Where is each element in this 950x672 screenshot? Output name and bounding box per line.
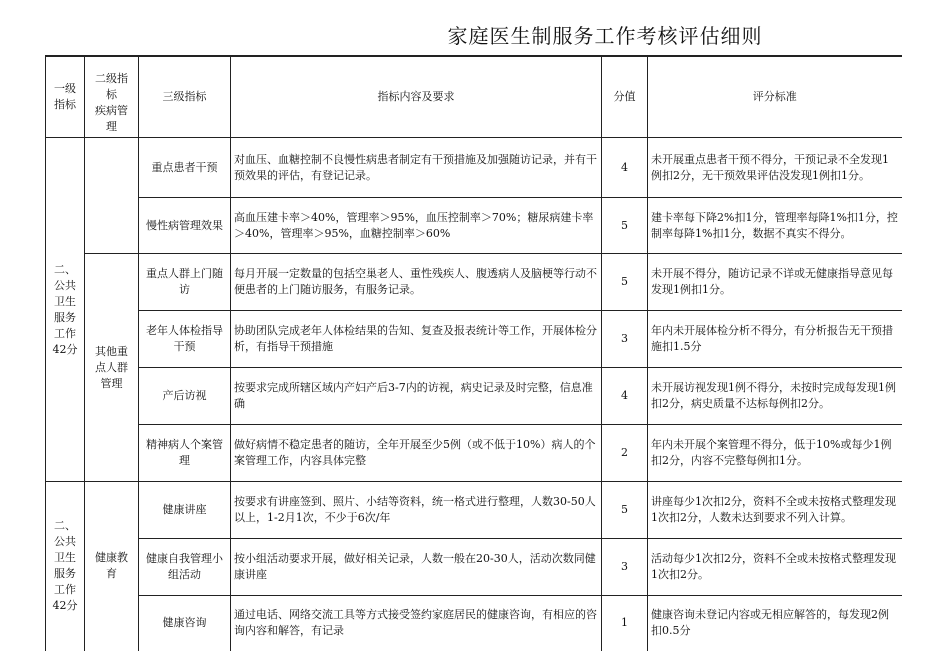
level3-cell: 老年人体检指导干预 [139,311,231,368]
level3-cell: 精神病人个案管理 [139,425,231,482]
content-cell: 每月开展一定数量的包括空巢老人、重性残疾人、腹透病人及脑梗等行动不便患者的上门随访服务，有服务记录。 [231,254,602,311]
table-row [46,254,902,311]
section2-level1: 二、 公共 卫生 服务 工作 42分 [46,482,85,651]
header-score: 分值 [602,56,648,138]
score-cell: 5 [602,198,648,254]
header-criteria: 评分标准 [648,56,902,138]
group-a-label: 疾病管 理 [95,104,128,133]
criteria-cell: 健康咨询未登记内容或无相应解答的，每发现2例扣0.5分 [648,596,902,651]
score-cell: 4 [602,368,648,425]
criteria-cell: 未开展访视发现1例不得分，未按时完成每发现1例扣2分，病史质量不达标每例扣2分。 [648,368,902,425]
section1-group-a-cell [85,138,139,254]
content-cell: 协助团队完成老年人体检结果的告知、复查及报表统计等工作，开展体检分析，有指导干预措施 [231,311,602,368]
score-cell: 1 [602,596,648,651]
table-row [46,198,902,254]
score-cell: 2 [602,425,648,482]
criteria-cell: 未开展不得分，随访记录不详或无健康指导意见每发现1例扣1分。 [648,254,902,311]
table-row [46,539,902,596]
level3-cell: 重点患者干预 [139,138,231,198]
table-row [46,368,902,425]
level3-cell: 健康讲座 [139,482,231,539]
score-cell: 4 [602,138,648,198]
table-row [46,425,902,482]
criteria-cell: 年内未开展体检分析不得分，有分析报告无干预措施扣1.5分 [648,311,902,368]
content-cell: 按要求有讲座签到、照片、小结等资料，统一格式进行整理，人数30-50人以上，1-2月1次，不少于6次/年 [231,482,602,539]
header-level1: 一级 指标 [46,56,85,138]
content-cell: 按要求完成所辖区域内产妇产后3-7内的访视，病史记录及时完整，信息准确 [231,368,602,425]
header-row [46,56,902,138]
title-text: 家庭医生制服务工作考核评估细则 [447,24,763,48]
level3-cell: 重点人群上门随访 [139,254,231,311]
section1-level1: 二、 公共 卫生 服务 工作 42分 [46,138,85,482]
level3-cell: 健康自我管理小组活动 [139,539,231,596]
level3-cell: 健康咨询 [139,596,231,651]
header-content: 指标内容及要求 [231,56,602,138]
content-cell: 做好病情不稳定患者的随访，全年开展至少5例（或不低于10%）病人的个案管理工作，内容具体完整 [231,425,602,482]
content-cell: 通过电话、网络交流工具等方式接受签约家庭居民的健康咨询，有相应的咨询内容和解答，有记录 [231,596,602,651]
score-cell: 5 [602,254,648,311]
table-row [46,482,902,539]
score-cell: 5 [602,482,648,539]
criteria-cell: 年内未开展个案管理不得分，低于10%或每少1例扣2分，内容不完整每例扣1分。 [648,425,902,482]
content-cell: 按小组活动要求开展，做好相关记录，人数一般在20-30人，活动次数同健康讲座 [231,539,602,596]
criteria-cell: 建卡率每下降2%扣1分，管理率每降1%扣1分，控制率每降1%扣1分，数据不真实不得分。 [648,198,902,254]
content-cell: 对血压、血糖控制不良慢性病患者制定有干预措施及加强随访记录，并有干预效果的评估，有登记记录。 [231,138,602,198]
score-cell: 3 [602,311,648,368]
header-level3: 三级指标 [139,56,231,138]
criteria-cell: 活动每少1次扣2分，资料不全或未按格式整理发现1次扣2分。 [648,539,902,596]
score-cell: 3 [602,539,648,596]
header-level2-text: 二级指 标 [95,72,128,101]
level3-cell: 产后访视 [139,368,231,425]
section2-group: 健康教 育 [85,482,139,651]
content-cell: 高血压建卡率＞40%，管理率＞95%，血压控制率＞70%；糖尿病建卡率＞40%，管理率＞95%，血糖控制率＞60% [231,198,602,254]
table-row [46,138,902,198]
table-row [46,311,902,368]
criteria-cell: 未开展重点患者干预不得分，干预记录不全发现1例扣2分，无干预效果评估没发现1例扣1分。 [648,138,902,198]
assessment-table [45,55,902,651]
section1-group-b: 其他重 点人群 管理 [85,254,139,482]
table-row [46,596,902,651]
level3-cell: 慢性病管理效果 [139,198,231,254]
page-title [0,20,950,50]
criteria-cell: 讲座每少1次扣2分，资料不全或未按格式整理发现1次扣2分，人数未达到要求不列入计算。 [648,482,902,539]
header-level2 [85,56,139,138]
